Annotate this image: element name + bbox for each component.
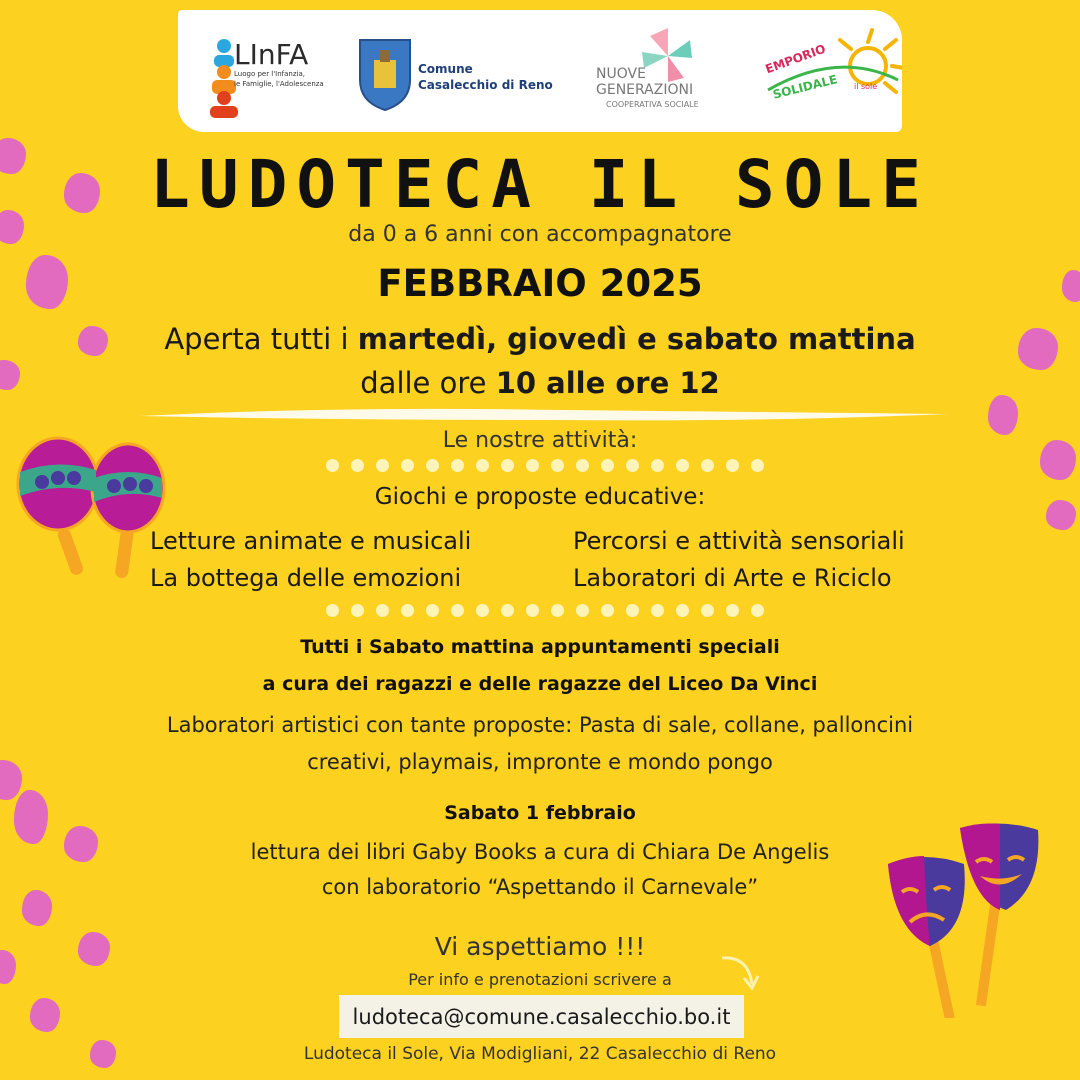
page-title: LUDOTECA IL SOLE — [150, 146, 930, 223]
event-date: Sabato 1 febbraio — [444, 802, 636, 824]
divider-dot — [326, 459, 339, 472]
comune-shield-icon — [360, 40, 410, 110]
activities-heading: Le nostre attività: — [442, 428, 638, 453]
divider-dot — [601, 459, 614, 472]
emporio-line-1: EMPORIO — [763, 41, 828, 77]
divider-dot — [526, 604, 539, 617]
linfa-subtitle-1: Luogo per l'Infanzia, — [234, 70, 305, 78]
divider-dot — [676, 459, 689, 472]
activities-left-column — [150, 523, 471, 597]
divider-dot — [476, 459, 489, 472]
opening-prefix: Aperta tutti i — [164, 322, 358, 356]
ng-line-3: COOPERATIVA SOCIALE — [606, 100, 699, 109]
divider-dot — [576, 459, 589, 472]
opening-days — [0, 322, 1080, 356]
divider-dot — [651, 459, 664, 472]
event-line-1: lettura dei libri Gaby Books a cura di Chiara De Angelis — [250, 840, 830, 864]
comune-line-2: Casalecchio di Reno — [418, 78, 553, 92]
maracas-icon — [10, 428, 170, 588]
divider-dot — [726, 459, 739, 472]
activities-right-column — [573, 523, 905, 597]
divider-dot — [701, 459, 714, 472]
greeting: Vi aspettiamo !!! — [434, 932, 646, 961]
opening-days-bold: martedì, giovedì e sabato mattina — [357, 322, 916, 356]
divider-dot — [626, 459, 639, 472]
divider-dot — [401, 459, 414, 472]
divider-dot — [626, 604, 639, 617]
divider-dot — [376, 459, 389, 472]
theatre-masks-icon — [880, 818, 1060, 1018]
divider-dot — [451, 459, 464, 472]
dot-divider-top — [326, 459, 764, 472]
pinwheel-icon — [642, 28, 692, 82]
special-line-2: a cura dei ragazzi e delle ragazze del Liceo Da Vinci — [262, 673, 818, 695]
divider-dot — [526, 459, 539, 472]
divider-dot — [651, 604, 664, 617]
divider-dot — [726, 604, 739, 617]
divider-dot — [751, 459, 764, 472]
linfa-subtitle-2: le Famiglie, l'Adolescenza — [234, 80, 324, 88]
logo-banner — [178, 10, 902, 132]
divider-dot — [551, 459, 564, 472]
email-link[interactable]: ludoteca@comune.casalecchio.bo.it — [352, 1004, 731, 1029]
divider-dot — [501, 604, 514, 617]
email-box[interactable] — [339, 995, 744, 1038]
activity-item: Percorsi e attività sensoriali — [573, 527, 905, 555]
divider-dot — [426, 604, 439, 617]
activity-item: La bottega delle emozioni — [150, 564, 462, 592]
divider-dot — [701, 604, 714, 617]
activity-item: Letture animate e musicali — [150, 527, 472, 555]
divider-dot — [751, 604, 764, 617]
comune-line-1: Comune — [418, 62, 473, 76]
age-subtitle: da 0 a 6 anni con accompagnatore — [348, 222, 732, 247]
divider-dot — [326, 604, 339, 617]
divider-dot — [401, 604, 414, 617]
address: Ludoteca il Sole, Via Modigliani, 22 Casalecchio di Reno — [303, 1044, 777, 1064]
activities-group-title: Giochi e proposte educative: — [374, 484, 706, 510]
event-line-2: con laboratorio “Aspettando il Carnevale” — [321, 875, 759, 899]
special-description-2: creativi, playmais, impronte e mondo pongo — [307, 750, 773, 774]
ng-line-1: NUOVE — [596, 66, 646, 82]
hours-prefix: dalle ore — [360, 366, 496, 400]
special-description-1: Laboratori artistici con tante proposte: Pasta di sale, collane, palloncini — [166, 713, 914, 737]
linfa-name: LInFA — [234, 38, 309, 71]
emporio-line-2: SOLIDALE — [771, 72, 839, 102]
divider-dot — [576, 604, 589, 617]
divider-dot — [551, 604, 564, 617]
divider-dot — [501, 459, 514, 472]
ng-line-2: GENERAZIONI — [596, 82, 694, 98]
divider-dot — [476, 604, 489, 617]
divider-dot — [351, 604, 364, 617]
divider-dot — [351, 459, 364, 472]
divider-dot — [451, 604, 464, 617]
brush-divider — [140, 404, 950, 424]
divider-dot — [676, 604, 689, 617]
info-text: Per info e prenotazioni scrivere a — [408, 970, 672, 989]
hours-bold: 10 alle ore 12 — [495, 366, 720, 400]
emporio-line-3: il sole — [854, 82, 878, 91]
dot-divider-bottom — [326, 604, 764, 617]
curved-arrow-icon — [718, 950, 764, 992]
opening-hours — [0, 366, 1080, 400]
divider-dot — [601, 604, 614, 617]
divider-dot — [426, 459, 439, 472]
special-line-1: Tutti i Sabato mattina appuntamenti speciali — [300, 636, 780, 658]
divider-dot — [376, 604, 389, 617]
activity-item: Laboratori di Arte e Riciclo — [573, 564, 892, 592]
month-heading: FEBBRAIO 2025 — [377, 262, 703, 305]
